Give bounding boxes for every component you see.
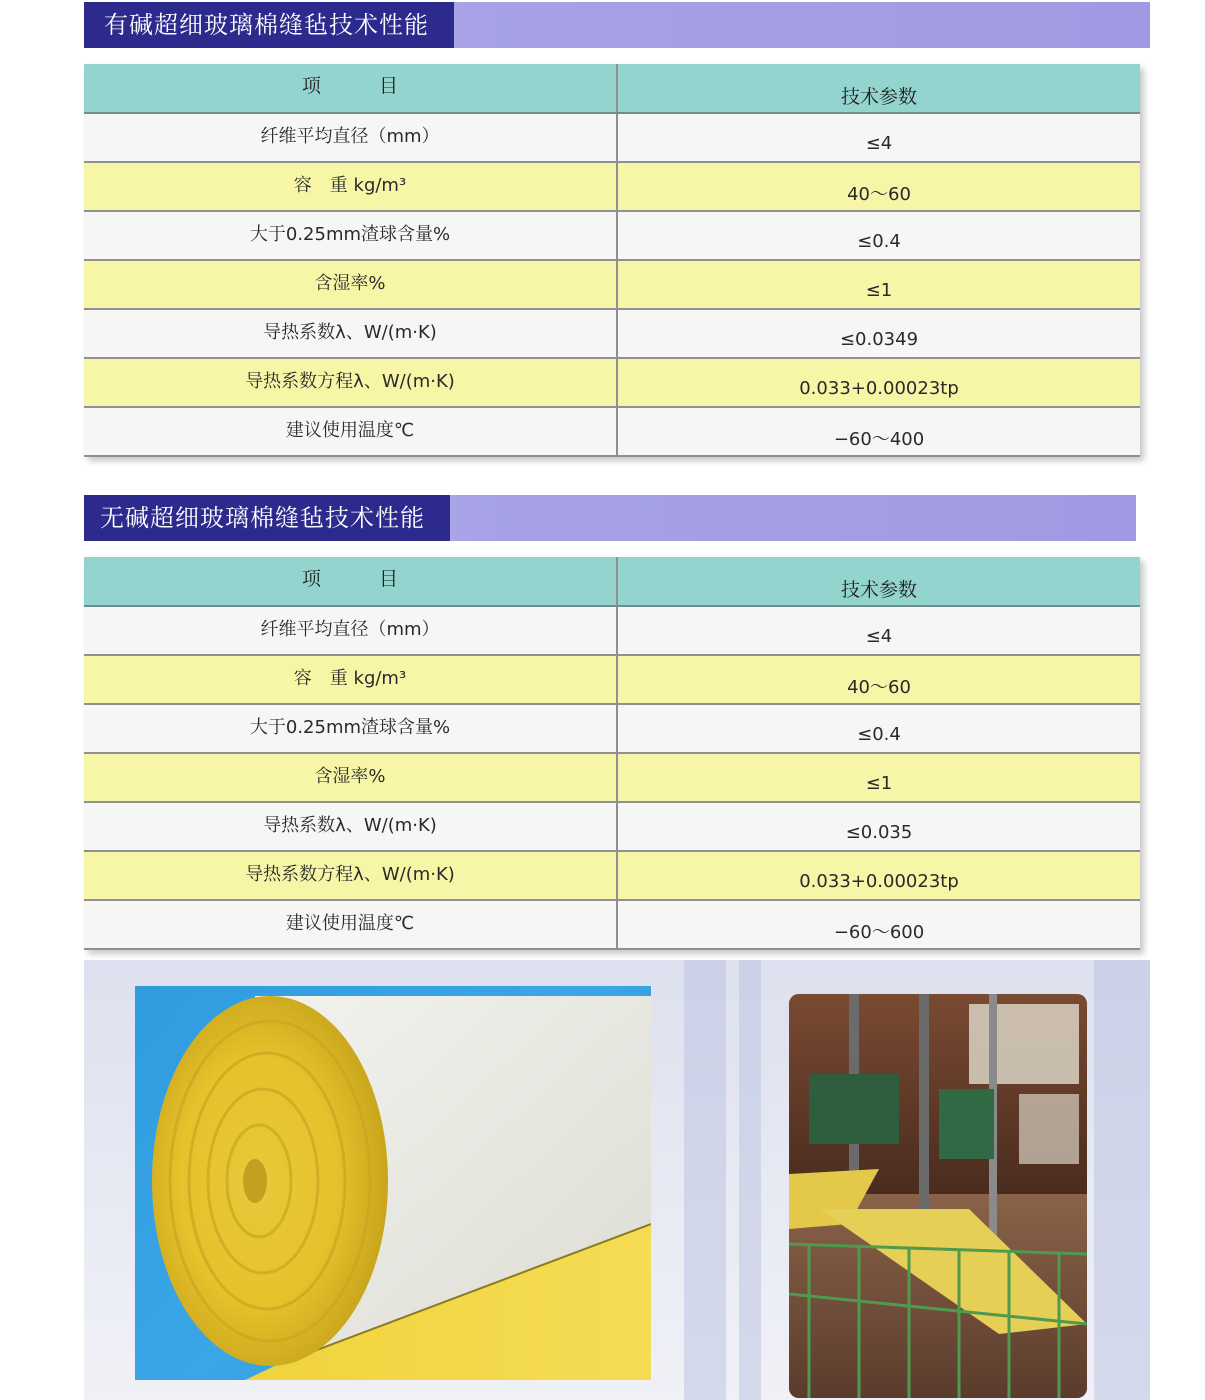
- row-item: 导热系数λ、W/(m·K): [84, 310, 618, 357]
- row-value: ≤4: [865, 626, 893, 647]
- row-value: ≤4: [865, 133, 893, 154]
- spec-table-alkali: [84, 64, 1140, 457]
- bg-stripe: [739, 960, 761, 1400]
- row-item: 含湿率%: [84, 754, 618, 801]
- table-row: [84, 408, 1140, 457]
- row-value: ≤0.4: [857, 231, 901, 252]
- row-item: 大于0.25mm渣球含量%: [84, 705, 618, 752]
- row-value: −60～600: [833, 921, 925, 943]
- table-header-row: [84, 557, 1140, 607]
- bg-stripe: [684, 960, 726, 1400]
- glass-wool-roll-illustration: [135, 986, 651, 1380]
- section-title-alkali: 有碱超细玻璃棉缝毡技术性能: [84, 2, 454, 48]
- row-value: 0.033+0.00023tp: [799, 378, 959, 399]
- table-row: [84, 607, 1140, 656]
- header-param: 技术参数: [840, 85, 917, 108]
- section-title-alkali-free: 无碱超细玻璃棉缝毡技术性能: [84, 495, 450, 541]
- row-item: 建议使用温度℃: [84, 901, 618, 948]
- row-item: 纤维平均直径（mm）: [84, 607, 618, 654]
- table-row: [84, 852, 1140, 901]
- row-item: 建议使用温度℃: [84, 408, 618, 455]
- row-value: ≤1: [865, 773, 893, 794]
- table-row: [84, 359, 1140, 408]
- table-row: [84, 803, 1140, 852]
- table-row: [84, 310, 1140, 359]
- glass-wool-roll-photo: [135, 986, 651, 1380]
- production-line-illustration: [789, 994, 1087, 1398]
- table-row: [84, 754, 1140, 803]
- table-row: [84, 114, 1140, 163]
- row-item: 导热系数方程λ、W/(m·K): [84, 852, 618, 899]
- row-item: 纤维平均直径（mm）: [84, 114, 618, 161]
- header-param: 技术参数: [840, 578, 917, 601]
- row-value: ≤0.035: [845, 822, 913, 843]
- row-item: 大于0.25mm渣球含量%: [84, 212, 618, 259]
- row-value: 0.033+0.00023tp: [799, 871, 959, 892]
- table-header-row: [84, 64, 1140, 114]
- table-row: [84, 656, 1140, 705]
- section-title-band-alkali: [84, 2, 1150, 48]
- header-item: 项 目: [84, 557, 618, 605]
- row-value: ≤0.0349: [839, 329, 919, 350]
- production-line-photo: [789, 994, 1087, 1398]
- row-item: 导热系数λ、W/(m·K): [84, 803, 618, 850]
- row-item: 导热系数方程λ、W/(m·K): [84, 359, 618, 406]
- bg-stripe: [1094, 960, 1150, 1400]
- row-value: ≤1: [865, 280, 893, 301]
- table-row: [84, 212, 1140, 261]
- table-row: [84, 261, 1140, 310]
- table-row: [84, 705, 1140, 754]
- row-value: −60～400: [833, 428, 925, 450]
- row-item: 容 重 kg/m³: [84, 163, 618, 210]
- spec-table-alkali-free: [84, 557, 1140, 950]
- row-value: ≤0.4: [857, 724, 901, 745]
- row-value: 40～60: [847, 183, 911, 205]
- table-row: [84, 901, 1140, 950]
- header-item: 项 目: [84, 64, 618, 112]
- section-title-band-alkali-free: [84, 495, 1136, 541]
- row-item: 容 重 kg/m³: [84, 656, 618, 703]
- row-value: 40～60: [847, 676, 911, 698]
- row-item: 含湿率%: [84, 261, 618, 308]
- table-row: [84, 163, 1140, 212]
